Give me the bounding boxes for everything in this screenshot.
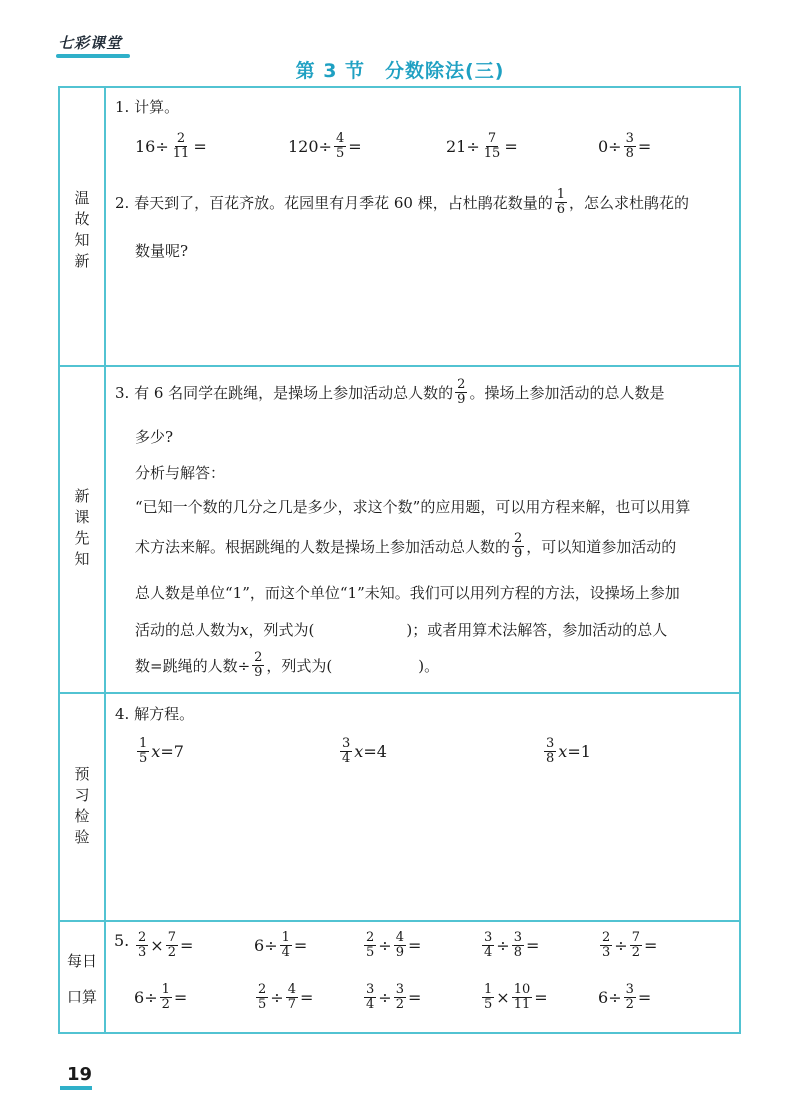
q5-expression (362, 931, 421, 959)
numerator: 1 (281, 930, 290, 945)
equation-rhs: =4 (363, 741, 387, 761)
fraction (286, 983, 298, 1011)
fraction (280, 931, 292, 959)
denominator: 2 (395, 996, 404, 1012)
denominator: 9 (514, 545, 523, 561)
q2-line2: 数量呢? (135, 242, 189, 260)
expr-text: 0÷ (598, 136, 622, 156)
fraction (482, 931, 494, 959)
analysis-text: )；或者用算术法解答，参加活动的总人 (406, 621, 668, 639)
numerator: 1 (161, 982, 170, 997)
section-name: 分数除法(三) (385, 60, 505, 82)
analysis-paragraph: 总人数是单位“1”，而这个单位“1”未知。我们可以用列方程的方法，设操场上参加 (135, 584, 680, 602)
equals: = (643, 935, 658, 955)
fraction (512, 931, 524, 959)
fraction (394, 983, 406, 1011)
q5-expression (362, 983, 421, 1011)
denominator: 5 (335, 145, 345, 161)
numerator: 3 (513, 930, 522, 945)
denominator: 3 (138, 944, 147, 960)
section-label-new (60, 486, 104, 570)
fraction (394, 931, 406, 959)
equals: = (407, 935, 422, 955)
label-char: 知 (74, 550, 90, 568)
analysis-text: 数=跳绳的人数÷ (135, 656, 251, 675)
numerator: 7 (631, 930, 640, 945)
numerator: 4 (395, 930, 404, 945)
equals: = (534, 987, 548, 1007)
variable-x: x (354, 741, 364, 761)
numerator: 10 (513, 982, 531, 997)
numerator: 3 (395, 982, 404, 997)
denominator: 5 (484, 996, 493, 1012)
fraction (340, 737, 352, 765)
denominator: 4 (342, 750, 351, 766)
q3-text: 。操场上参加活动的总人数是 (469, 383, 665, 402)
fraction (136, 931, 148, 959)
fraction (624, 983, 636, 1011)
analysis-text: 活动的总人数为 (135, 621, 241, 639)
q5-expression (480, 983, 548, 1011)
q1-expression (288, 132, 362, 160)
numerator: 4 (287, 982, 296, 997)
fraction (364, 931, 376, 959)
page-number-underline (60, 1086, 92, 1090)
section-number: 第 3 节 (295, 60, 366, 82)
numerator: 3 (484, 930, 493, 945)
fraction (334, 132, 346, 160)
operand: 6 (134, 987, 145, 1007)
denominator: 2 (167, 944, 176, 960)
q5-expression (254, 931, 307, 959)
fraction (600, 931, 612, 959)
denominator: 8 (513, 944, 522, 960)
row-divider (58, 365, 741, 367)
operator: ÷ (144, 987, 158, 1007)
denominator: 2 (631, 944, 640, 960)
denominator: 11 (513, 996, 531, 1012)
q5-expression (134, 931, 193, 959)
equals: = (179, 935, 194, 955)
fraction (555, 188, 567, 216)
analysis-paragraph (135, 619, 667, 640)
q5-expression (480, 931, 539, 959)
page-number: 19 (67, 1064, 93, 1085)
analysis-paragraph: “已知一个数的几分之几是多少，求这个数”的应用题，可以用方程来解，也可以用算 (135, 498, 691, 516)
fraction (137, 737, 149, 765)
section-label-review (60, 188, 104, 272)
numerator: 3 (342, 736, 351, 751)
fraction (166, 931, 178, 959)
label-char: 新 (74, 252, 90, 270)
analysis-text: ，列式为( (266, 656, 333, 675)
label-char: 知 (74, 231, 90, 249)
q1-expression (446, 132, 518, 160)
variable-x: x (240, 620, 249, 639)
denominator: 7 (287, 996, 296, 1012)
fraction (252, 651, 264, 679)
q5-expression (598, 931, 657, 959)
analysis-text: )。 (418, 656, 440, 675)
section-label-daily-line1: 每日 (66, 952, 97, 970)
q5-expression (254, 983, 313, 1011)
equals: = (525, 935, 540, 955)
numerator: 2 (176, 131, 186, 146)
denominator: 9 (395, 944, 404, 960)
fraction (171, 132, 192, 160)
numerator: 1 (556, 187, 565, 202)
numerator: 2 (138, 930, 147, 945)
equals: = (637, 987, 652, 1007)
expr-text: = (348, 136, 362, 156)
q5-prefix: 5. (114, 931, 130, 950)
fraction (512, 983, 533, 1011)
numerator: 2 (514, 531, 523, 546)
q4-equation (135, 737, 184, 765)
operator: ÷ (608, 987, 622, 1007)
numerator: 3 (546, 736, 555, 751)
label-char: 预 (74, 765, 90, 783)
fraction (544, 737, 556, 765)
q5-expression (598, 983, 651, 1011)
numerator: 2 (602, 930, 611, 945)
q2-line1 (115, 188, 689, 216)
label-char: 新 (74, 487, 90, 505)
row-divider (58, 692, 741, 694)
numerator: 3 (625, 982, 634, 997)
denominator: 8 (546, 750, 555, 766)
numerator: 4 (335, 131, 345, 146)
q4-equation (542, 737, 591, 765)
numerator: 7 (167, 930, 176, 945)
label-column-divider (104, 86, 106, 1034)
row-divider (58, 920, 741, 922)
operator: ÷ (378, 935, 392, 955)
analysis-text: ，可以知道参加活动的 (526, 537, 677, 556)
numerator: 2 (258, 982, 267, 997)
equals: = (407, 987, 422, 1007)
operator: × (150, 935, 164, 955)
equals: = (293, 935, 308, 955)
fraction (160, 983, 172, 1011)
operator: ÷ (378, 987, 392, 1007)
expr-text: = (637, 136, 652, 156)
q2-text: 2. 春天到了，百花齐放。花园里有月季花 60 棵，占杜鹃花数量的 (115, 193, 553, 212)
numerator: 3 (366, 982, 375, 997)
denominator: 5 (258, 996, 267, 1012)
expr-text: 21÷ (446, 136, 480, 156)
analysis-paragraph (135, 532, 676, 560)
numerator: 7 (487, 131, 497, 146)
label-char: 先 (74, 529, 90, 547)
label-char: 课 (74, 508, 90, 526)
fraction (455, 378, 467, 406)
denominator: 6 (556, 201, 565, 217)
fraction (482, 983, 494, 1011)
operator: ÷ (270, 987, 284, 1007)
fraction (256, 983, 268, 1011)
expr-text: = (504, 136, 518, 156)
expr-text: 16÷ (135, 136, 169, 156)
denominator: 8 (625, 145, 634, 161)
q1-expression (598, 132, 651, 160)
denominator: 4 (281, 944, 290, 960)
denominator: 2 (161, 996, 170, 1012)
q4-title: 4. 解方程。 (115, 705, 195, 723)
label-char: 检 (74, 807, 90, 825)
numerator: 2 (254, 650, 263, 665)
analysis-paragraph (135, 651, 439, 679)
analysis-text: ，列式为( (248, 621, 315, 639)
label-char: 故 (74, 210, 90, 228)
equals: = (173, 987, 188, 1007)
operator: × (496, 987, 510, 1007)
label-char: 温 (74, 189, 90, 207)
numerator: 1 (484, 982, 493, 997)
fraction (624, 132, 636, 160)
equals: = (299, 987, 314, 1007)
numerator: 2 (457, 377, 466, 392)
numerator: 1 (139, 736, 148, 751)
operand: 6 (598, 987, 609, 1007)
expr-text: 120÷ (288, 136, 332, 156)
brand-logo: 七彩课堂 (58, 34, 123, 52)
section-label-daily-line2: 口算 (66, 988, 97, 1006)
page-title (0, 56, 800, 83)
operator: ÷ (614, 935, 628, 955)
q1-title: 1. 计算。 (115, 98, 180, 116)
denominator: 4 (484, 944, 493, 960)
fraction (630, 931, 642, 959)
denominator: 9 (254, 664, 263, 680)
denominator: 11 (172, 145, 190, 161)
section-label-preview (60, 764, 104, 848)
equation-rhs: =7 (160, 741, 184, 761)
variable-x: x (558, 741, 568, 761)
variable-x: x (151, 741, 161, 761)
denominator: 9 (457, 391, 466, 407)
denominator: 3 (602, 944, 611, 960)
denominator: 15 (483, 145, 501, 161)
operator: ÷ (264, 935, 278, 955)
q1-expression (135, 132, 207, 160)
fraction (512, 532, 524, 560)
analysis-text: 术方法来解。根据跳绳的人数是操场上参加活动总人数的 (135, 537, 511, 556)
q3-text: 3. 有 6 名同学在跳绳，是操场上参加活动总人数的 (115, 383, 454, 402)
label-char: 验 (74, 828, 90, 846)
label-char: 习 (74, 786, 90, 804)
expr-text: = (193, 136, 207, 156)
equation-rhs: =1 (567, 741, 591, 761)
fraction (364, 983, 376, 1011)
numerator: 3 (625, 131, 634, 146)
q4-equation (338, 737, 387, 765)
numerator: 2 (366, 930, 375, 945)
operator: ÷ (496, 935, 510, 955)
denominator: 5 (366, 944, 375, 960)
denominator: 2 (625, 996, 634, 1012)
q3-line1 (115, 378, 664, 406)
q5-expression (134, 983, 187, 1011)
analysis-heading: 分析与解答： (135, 464, 226, 482)
q3-line2: 多少? (135, 428, 174, 446)
fraction (482, 132, 503, 160)
denominator: 4 (366, 996, 375, 1012)
denominator: 5 (139, 750, 148, 766)
q2-text: ，怎么求杜鹃花的 (569, 193, 690, 212)
operand: 6 (254, 935, 265, 955)
